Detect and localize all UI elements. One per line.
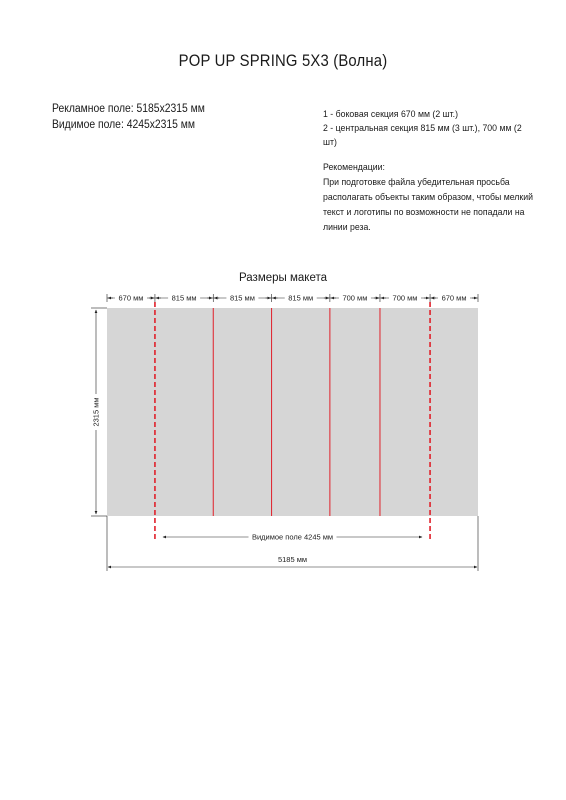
segment-width-label: 670 мм [441, 293, 467, 303]
print-panel [107, 308, 478, 516]
segment-width-label: 700 мм [392, 293, 418, 303]
total-width-label: 5185 мм [277, 555, 308, 564]
visible-width-label: Видимое поле 4245 мм [251, 532, 334, 542]
segment-width-label: 815 мм [171, 293, 197, 303]
segment-width-label: 700 мм [342, 293, 368, 303]
segment-width-label: 815 мм [288, 293, 314, 303]
height-label: 2315 мм [91, 397, 101, 427]
segment-width-label: 815 мм [229, 293, 255, 303]
section-side: 1 - боковая секция 670 мм (2 шт.) [323, 109, 458, 120]
page-title: POP UP SPRING 5X3 (Волна) [178, 52, 388, 70]
visible-field-size: Видимое поле: 4245х2315 мм [52, 119, 196, 131]
layout-title: Размеры макета [239, 272, 327, 284]
recommendations-text: При подготовке файла убедительная просьба располагать объекты таким образом, чтобы мелкий текст и логотипы по возможности не попадали на линии реза. [323, 177, 533, 233]
segment-width-label: 670 мм [118, 293, 144, 303]
recommendations-title: Рекомендации: [323, 162, 385, 173]
ad-field-size: Рекламное поле: 5185х2315 мм [52, 103, 205, 115]
section-central: 2 - центральная секция 815 мм (3 шт.), 700 мм (2 шт) [323, 123, 522, 148]
